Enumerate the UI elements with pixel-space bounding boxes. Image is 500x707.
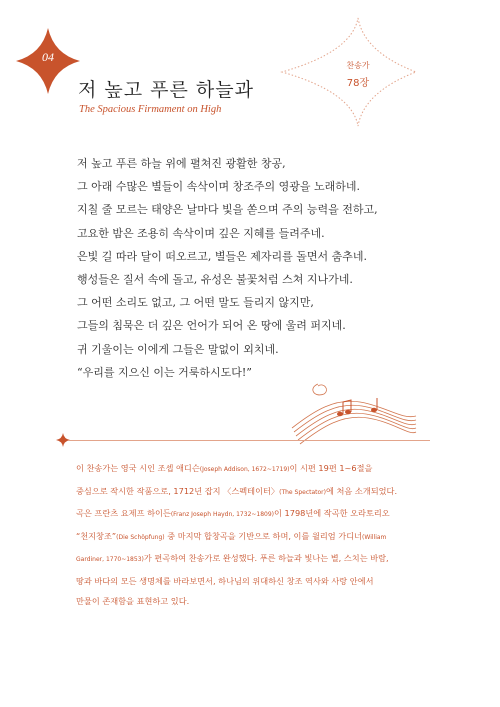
hymn-number: 78장 <box>346 78 370 89</box>
lyric-line: 그들의 침묵은 더 깊은 언어가 되어 온 땅에 울려 퍼지네. <box>77 319 346 333</box>
lyrics-block <box>77 152 417 384</box>
lyric-line: 그 어떤 소리도 없고, 그 어떤 말도 들리지 않지만, <box>77 296 314 310</box>
lyric-line: 지칠 줄 모르는 태양은 날마다 빛을 쏟으며 주의 능력을 전하고, <box>77 203 378 217</box>
lyric-line: 저 높고 푸른 하늘 위에 펼쳐진 광활한 창공, <box>77 157 286 170</box>
lyric-line: 행성들은 질서 속에 돌고, 유성은 불꽃처럼 스쳐 지나가네. <box>77 273 353 287</box>
note-line: 땅과 바다의 모든 생명체를 바라보면서, 하나님의 위대하신 창조 역사와 사랑 안에서 <box>76 575 374 586</box>
lyric-line: 은빛 길 따라 달이 떠오르고, 별들은 제자리를 돌면서 춤추네. <box>77 249 367 263</box>
note-line: 이 찬송가는 영국 시인 조셉 애디슨(Joseph Addison, 1672~1719)이 시편 19편 1~6절을 <box>76 463 373 473</box>
hymn-label: 찬송가 <box>346 61 370 70</box>
lyric-line: “우리를 지으신 이는 거룩하시도다!” <box>77 365 252 379</box>
lyric-line: 그 아래 수많은 별들이 속삭이며 창조주의 영광을 노래하네. <box>77 180 360 194</box>
lyric-line: 귀 기울이는 이에게 그들은 말없이 외치네. <box>77 342 279 356</box>
music-notes-icon <box>290 378 420 448</box>
note-line: “천지창조”(Die Schöpfung) 중 마지막 합창곡을 기반으로 하며, 이를 윌리엄 가디너(William <box>76 530 387 541</box>
lyric-line: 고요한 밤은 조용히 속삭이며 깊은 지혜를 들려주네. <box>77 226 325 240</box>
note-line: 중심으로 작시한 작품으로, 1712년 잡지 〈스펙테이터〉(The Spectator)에 처음 소개되었다. <box>76 485 398 496</box>
note-line: 곡은 프란츠 요제프 하이든(Franz Joseph Haydn, 1732~1809)이 1798년에 작곡한 오라토리오 <box>76 508 390 518</box>
hymn-notes <box>76 458 430 612</box>
section-divider <box>68 440 430 441</box>
page-subtitle: The Spacious Firmament on High <box>79 104 222 115</box>
note-line: Gardiner, 1770~1853)가 편곡하여 찬송가로 완성했다. 푸른 하늘과 빛나는 별, 스치는 바람, <box>76 553 389 563</box>
note-line: 만물이 존재함을 표현하고 있다. <box>76 596 190 606</box>
chapter-number: 04 <box>42 50 54 64</box>
page-title: 저 높고 푸른 하늘과 <box>78 79 254 101</box>
